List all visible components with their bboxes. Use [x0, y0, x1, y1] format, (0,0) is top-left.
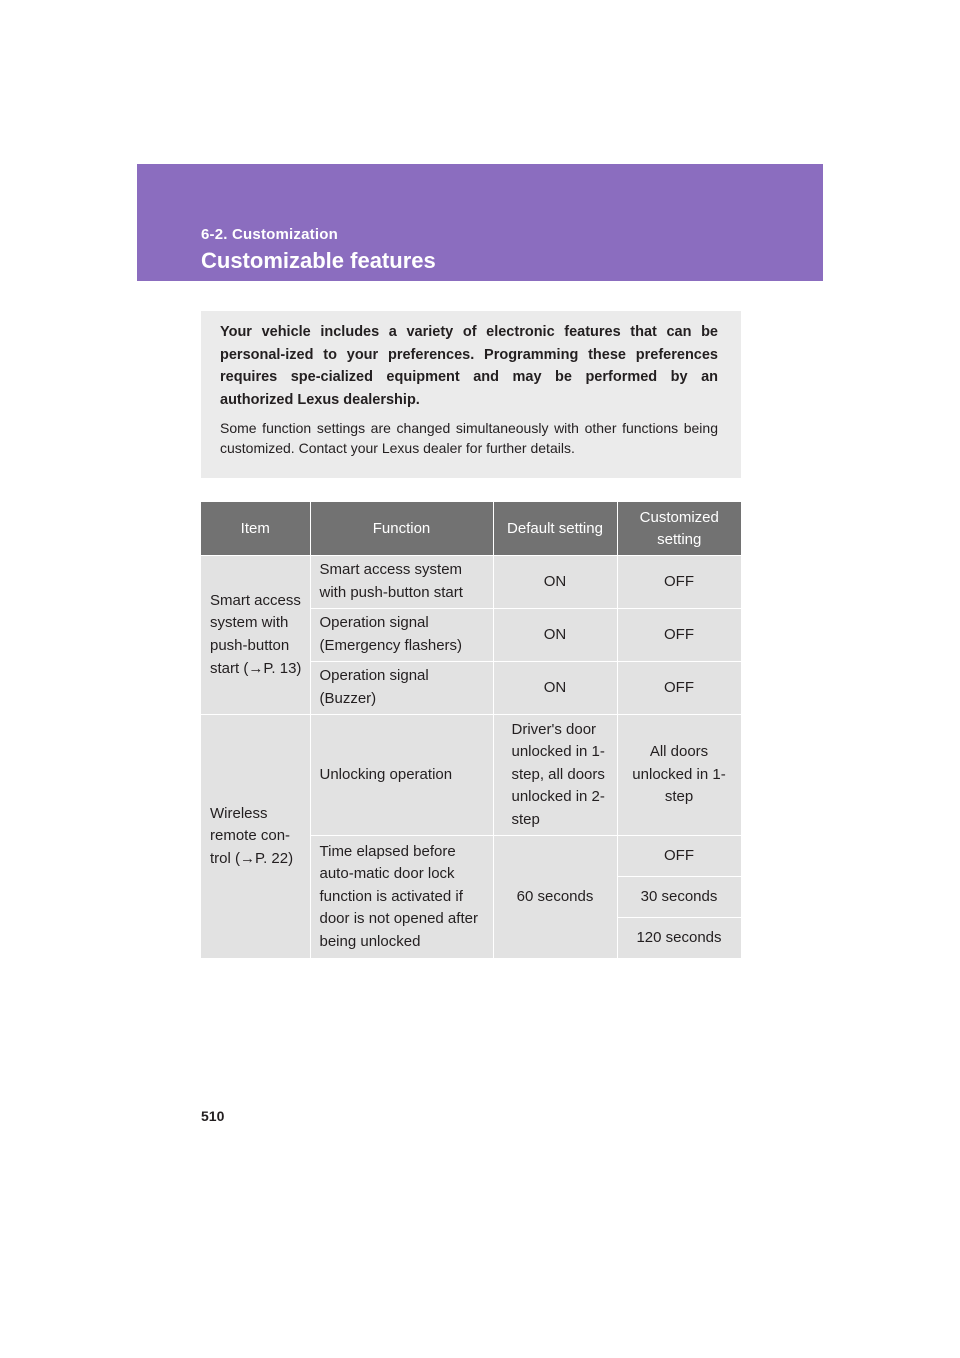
default-cell: ON	[493, 662, 617, 715]
page-title: Customizable features	[201, 248, 436, 273]
header-function: Function	[310, 502, 493, 556]
customized-cell: 120 seconds	[617, 918, 741, 959]
customized-cell: OFF	[617, 662, 741, 715]
function-cell: Unlocking operation	[310, 715, 493, 836]
section-header	[137, 164, 823, 281]
default-cell: ON	[493, 556, 617, 609]
header-customized-setting: Customized setting	[617, 502, 741, 556]
table-row	[201, 556, 741, 609]
function-cell: Operation signal (Buzzer)	[310, 662, 493, 715]
table-row	[201, 715, 741, 836]
function-cell: Smart access system with push-button start	[310, 556, 493, 609]
default-cell: 60 seconds	[493, 836, 617, 959]
customized-cell: All doors unlocked in 1-step	[617, 715, 741, 836]
function-cell: Operation signal (Emergency flashers)	[310, 609, 493, 662]
intro-note-text: Some function settings are changed simultaneously with other functions being customized. Contact your Lexus dealer for further details.	[220, 420, 718, 456]
function-cell: Time elapsed before auto-matic door lock function is activated if door is not opened after being unlocked	[310, 836, 493, 959]
customized-cell: OFF	[617, 609, 741, 662]
default-cell: ON	[493, 609, 617, 662]
intro-box	[201, 311, 741, 478]
default-cell: Driver's door unlocked in 1-step, all doors unlocked in 2-step	[493, 715, 617, 836]
customized-cell: 30 seconds	[617, 877, 741, 918]
customizable-features-table	[201, 502, 742, 959]
header-default-setting: Default setting	[493, 502, 617, 556]
item-wireless-remote: Wireless remote con-trol (→P. 22)	[201, 715, 310, 959]
table-header-row	[201, 502, 741, 556]
customized-cell: OFF	[617, 836, 741, 877]
section-label: 6-2. Customization	[201, 226, 338, 243]
item-smart-access: Smart access system with push-button start (→P. 13)	[201, 556, 310, 715]
header-item: Item	[201, 502, 310, 556]
page-number: 510	[201, 1108, 225, 1124]
intro-bold-text: Your vehicle includes a variety of electronic features that can be personal-ized to your preferences. Programming these preferences requires spe-cialized equipment and may be performed by an authorized Lexus dealership.	[220, 324, 718, 408]
customized-cell: OFF	[617, 556, 741, 609]
